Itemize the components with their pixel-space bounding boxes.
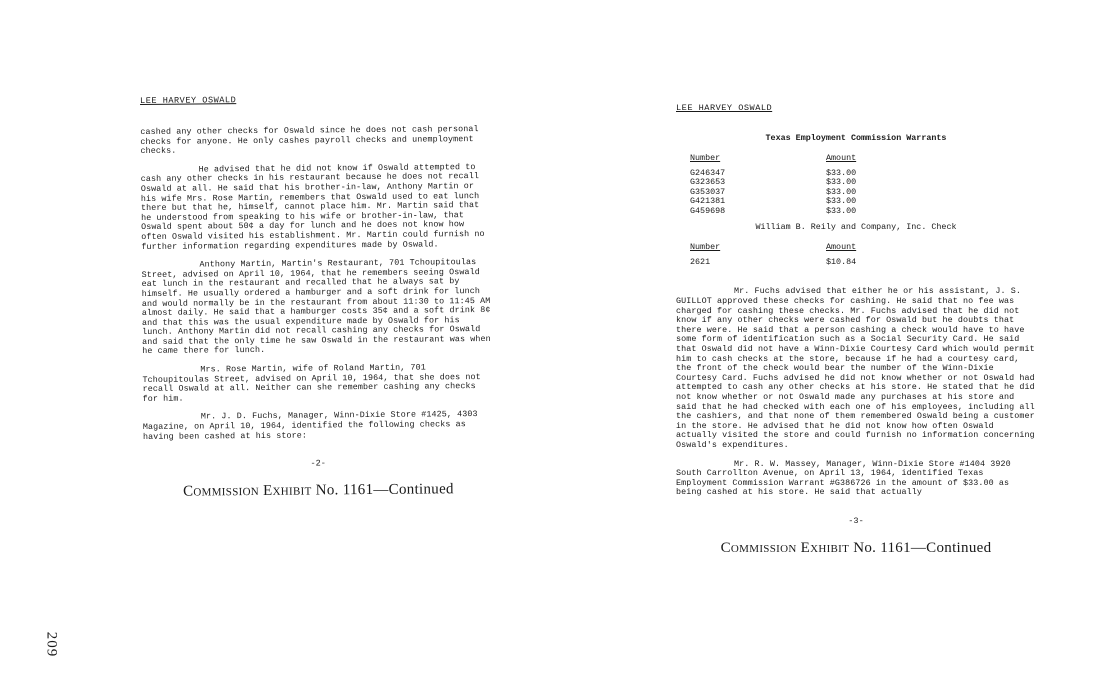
table-row [690, 258, 856, 267]
left-caption-main: Commission Exhibit [182, 482, 312, 500]
right-caption-rest: No. 1161—Continued [849, 539, 992, 556]
left-paragraph-3: Anthony Martin, Martin's Restaurant, 701 Tchoupitoulas Street, advised on April 10, 1964, that he remembers seeing Oswald eat lunch in the restaurant and recalled that he always sat by himself. He usually ordered a hamburger and a soft drink for lunch and would normally be in the restaurant from about 11:30 to 11:45 AM almost daily. He said that a hamburger costs 35¢ and a soft drink 8¢ and that this was the usual expenditure made by Oswald for his lunch. Anthony Martin did not recall cashing any checks for Oswald and said that the only time he saw Oswald in the restaurant was when he came there for lunch. [141, 257, 491, 357]
right-paragraph-1: Mr. Fuchs advised that either he or his assistant, J. S. GUILLOT approved these checks for cashing. He said that no fee was charged for cashing these checks. Mr. Fuchs advised that he did not know if any other checks were cashed for Oswald but he doubts that there were. He said that a person cashing a check would have to have some form of identification such as a Social Security Card. He said that Oswald did not have a Winn-Dixie Courtesy Card which would permit him to cash checks at the store, because if he had a courtesy card, the front of the check would bear the number of the Winn-Dixie Courtesy Card. Fuchs advised he did not know whether or not Oswald had attempted to cash any other checks at his store. He stated that he did not know whether or not Oswald made any purchases at his store and said that he had checked with each one of his employees, including all the cashiers, and that none of them remembered Oswald being a customer in the store. He advised that he did not know how often Oswald actually visited the store and could furnish no information concerning Oswald's expenditures. [676, 286, 1035, 450]
table1-cell: $33.00 [826, 168, 857, 178]
table1-cell: G353037 [690, 186, 726, 197]
left-header: LEE HARVEY OSWALD [140, 95, 237, 106]
left-paragraph-1: cashed any other checks for Oswald since he does not cash personal checks for anyone. He only cashes payroll checks and unemployment checks. [140, 124, 479, 157]
table1-header-amount: Amount [826, 153, 857, 163]
table1-cell: $33.00 [826, 186, 857, 197]
left-caption [143, 481, 493, 501]
table2-cell: 2621 [690, 257, 711, 268]
table1-cell: $33.00 [826, 196, 857, 207]
table1-cell: G323653 [690, 177, 726, 188]
table1-header-number: Number [690, 153, 721, 163]
right-header: LEE HARVEY OSWALD [676, 103, 773, 113]
table1-cell: G421381 [690, 196, 726, 207]
table1-cell: G246347 [690, 168, 726, 178]
left-paragraph-4: Mrs. Rose Martin, wife of Roland Martin, 701 Tchoupitoulas Street, advised on April 10, 1964, that she does not recall Oswald at all. Neither can she remember cashing any checks for him. [142, 362, 481, 404]
right-paragraph-2: Mr. R. W. Massey, Manager, Winn-Dixie Store #1404 3920 South Carrollton Avenue, on April 13, 1964, identified Texas Employment Commission Warrant #G386726 in the amount of $33.00 as being cashed at his store. He said that actually [676, 458, 1011, 498]
table2-title: William B. Reily and Company, Inc. Check [755, 222, 957, 233]
table2-cell: $10.84 [826, 257, 857, 268]
table1 [690, 153, 856, 216]
left-paragraph-5: Mr. J. D. Fuchs, Manager, Winn-Dixie Store #1425, 4303 Magazine, on April 10, 1964, identified the following checks as having been cashed at his store: [142, 409, 478, 442]
table2 [690, 242, 856, 267]
table2-header-amount: Amount [826, 242, 857, 253]
left-caption-rest: No. 1161—Continued [311, 481, 454, 499]
side-page-number: 209 [43, 631, 60, 658]
left-page [140, 93, 494, 501]
left-paragraph-2: He advised that he did not know if Oswald attempted to cash any other checks in his restaurant because he does not recall Oswald at all. He said that his brother-in-law, Anthony Martin or his wife Mrs. Rose Martin, remembers that Oswald used to eat lunch there but that he, himself, cannot place him. Mr. Martin said that he understood from speaking to his wife or brother-in-law, that Oswald spent about 50¢ a day for lunch and he does not know how often Oswald visited his establishment. Mr. Martin could furnish no further information regarding expenditures made by Oswald. [140, 161, 485, 252]
table1-cell: $33.00 [826, 205, 857, 216]
right-page-number: -3- [848, 515, 864, 526]
table2-header-number: Number [690, 242, 721, 253]
table1-cell: $33.00 [826, 177, 857, 188]
right-caption [676, 540, 1036, 557]
right-page [676, 103, 1036, 557]
table1-cell: G459698 [690, 205, 726, 216]
left-page-number: -2- [310, 458, 326, 469]
table-row [690, 207, 856, 216]
right-caption-main: Commission Exhibit [720, 539, 850, 556]
table1-title: Texas Employment Commission Warrants [765, 133, 947, 143]
